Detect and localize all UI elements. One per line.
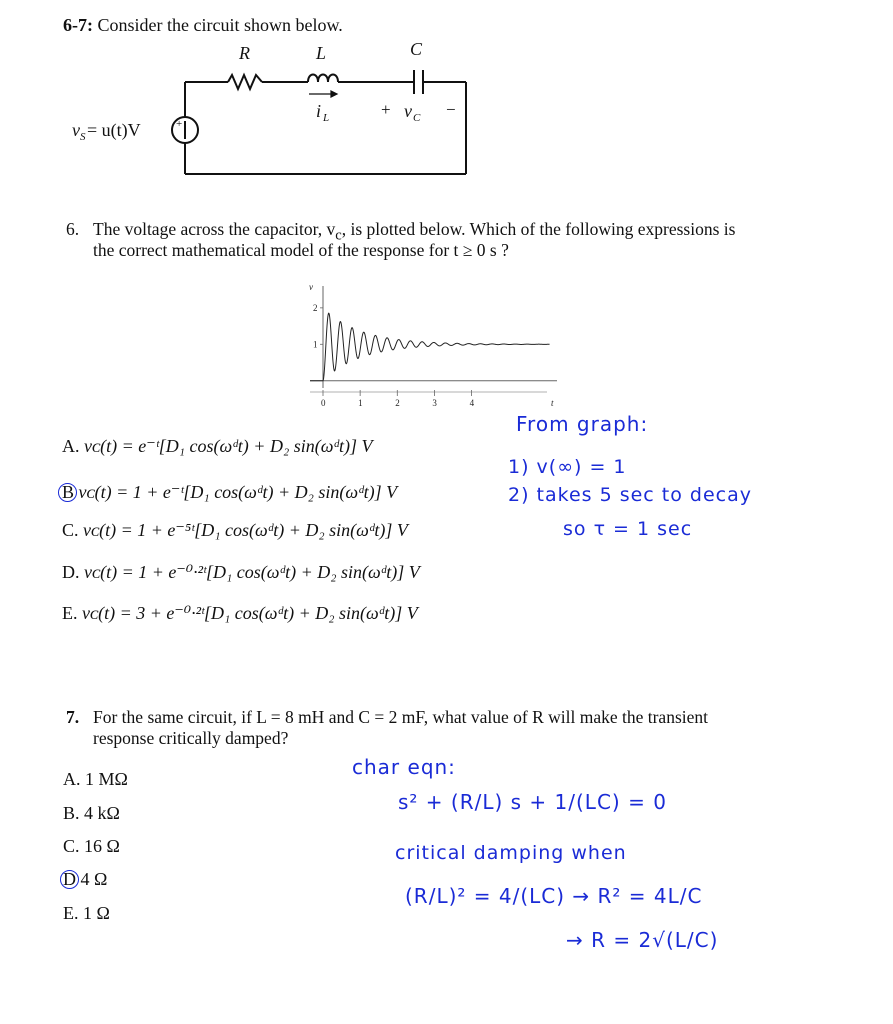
option-value: 4 kΩ <box>84 803 120 823</box>
q7-option-c[interactable] <box>63 836 120 857</box>
option-letter: A. <box>62 436 80 456</box>
q7-line2: response critically damped? <box>93 728 289 748</box>
notes6-line2: 1) v(∞) = 1 <box>508 456 627 478</box>
option-value: 1 Ω <box>83 903 110 923</box>
vc-label: v <box>404 101 412 121</box>
vc-plus: + <box>381 100 391 119</box>
q6-line1-text: The voltage across the capacitor, v <box>93 219 336 239</box>
option-letter: A. <box>63 769 81 789</box>
option-letter: B <box>62 482 75 502</box>
problem-title: Consider the circuit shown below. <box>97 15 343 35</box>
option-expression: vᴄ(t) = 3 + e⁻⁰·²ᵗ[D₁ cos(ωᵈt) + D₂ sin(ωᵈt)] V <box>82 603 418 623</box>
option-letter: C. <box>63 836 80 856</box>
x-tick-label: 4 <box>469 398 475 408</box>
notes7-line5: → R = 2√(L/C) <box>566 928 719 952</box>
problem-header <box>63 15 343 36</box>
current-arrow <box>309 91 337 97</box>
source-subscript: S <box>80 131 86 143</box>
option-letter: C. <box>62 520 79 540</box>
notes6-line4: so τ = 1 sec <box>563 518 693 540</box>
answer-circle-icon <box>60 870 79 889</box>
option-letter: E. <box>63 903 79 923</box>
notes6-line1: From graph: <box>516 412 649 436</box>
q7-option-a[interactable] <box>63 769 128 790</box>
option-expression: vᴄ(t) = 1 + e⁻⁰·²ᵗ[D₁ cos(ωᵈt) + D₂ sin(ωᵈt)] V <box>84 562 420 582</box>
y-tick-label: 2 <box>313 302 318 313</box>
q7-number: 7. <box>66 707 80 727</box>
answer-circle-icon <box>58 483 77 502</box>
vc-minus: − <box>446 100 456 119</box>
q6-line1-end: , is plotted below. Which of the following expressions is <box>341 219 736 239</box>
option-value: 1 MΩ <box>85 769 128 789</box>
x-tick-label: 2 <box>395 398 400 408</box>
q6-line2: the correct mathematical model of the response for t ≥ 0 s ? <box>93 240 509 260</box>
y-tick-label: 1 <box>313 339 318 350</box>
q7-line1: For the same circuit, if L = 8 mH and C = 2 mF, what value of R will make the transient <box>93 707 708 727</box>
q6-option-e[interactable] <box>62 603 418 624</box>
notes7-line2: s² + (R/L) s + 1/(LC) = 0 <box>398 790 667 814</box>
problem-number: 6-7: <box>63 15 93 35</box>
option-value: 4 Ω <box>80 869 108 889</box>
source-label: v <box>72 120 80 140</box>
option-expression: vᴄ(t) = 1 + e⁻ᵗ[D₁ cos(ωᵈt) + D₂ sin(ωᵈt)] V <box>78 482 398 502</box>
option-expression: vᴄ(t) = 1 + e⁻⁵ᵗ[D₁ cos(ωᵈt) + D₂ sin(ωᵈt)] V <box>83 520 408 540</box>
q6-option-a[interactable] <box>62 436 373 457</box>
q6-number: 6. <box>66 219 80 239</box>
circuit-diagram <box>0 35 480 185</box>
notes6-line3: 2) takes 5 sec to decay <box>508 484 752 506</box>
y-axis-label: v <box>309 282 313 292</box>
source-expression: = u(t)V <box>87 120 141 140</box>
option-letter: D <box>63 869 76 889</box>
x-axis-label: t <box>551 398 554 408</box>
q6-option-c[interactable] <box>62 520 408 541</box>
resistor-symbol <box>228 75 262 89</box>
notes7-line1: char eqn: <box>352 755 456 779</box>
current-label: i <box>316 101 322 121</box>
notes7-line3: critical damping when <box>395 842 627 864</box>
resistor-label: R <box>239 43 250 63</box>
current-subscript: L <box>323 112 330 124</box>
inductor-symbol <box>308 75 338 83</box>
q7-option-d[interactable] <box>63 869 107 890</box>
response-curve <box>310 313 550 381</box>
inductor-label: L <box>316 43 327 63</box>
option-letter: D. <box>62 562 80 582</box>
source-sign: + <box>176 118 183 130</box>
option-value: 16 Ω <box>84 836 120 856</box>
option-expression: vᴄ(t) = e⁻ᵗ[D₁ cos(ωᵈt) + D₂ sin(ωᵈt)] V <box>84 436 373 456</box>
capacitor-label: C <box>410 39 423 59</box>
vc-subscript: C <box>413 112 421 124</box>
q7-option-b[interactable] <box>63 803 120 824</box>
option-letter: E. <box>62 603 78 623</box>
q6-line1-sub: c <box>335 227 342 244</box>
option-letter: B. <box>63 803 80 823</box>
x-tick-label: 3 <box>432 398 437 408</box>
capacitor-voltage-chart <box>300 282 565 410</box>
q6-option-b[interactable] <box>62 482 397 503</box>
x-tick-label: 0 <box>321 398 326 408</box>
x-tick-label: 1 <box>358 398 363 408</box>
notes7-line4: (R/L)² = 4/(LC) → R² = 4L/C <box>405 884 703 908</box>
q6-option-d[interactable] <box>62 562 420 583</box>
q7-option-e[interactable] <box>63 903 110 924</box>
